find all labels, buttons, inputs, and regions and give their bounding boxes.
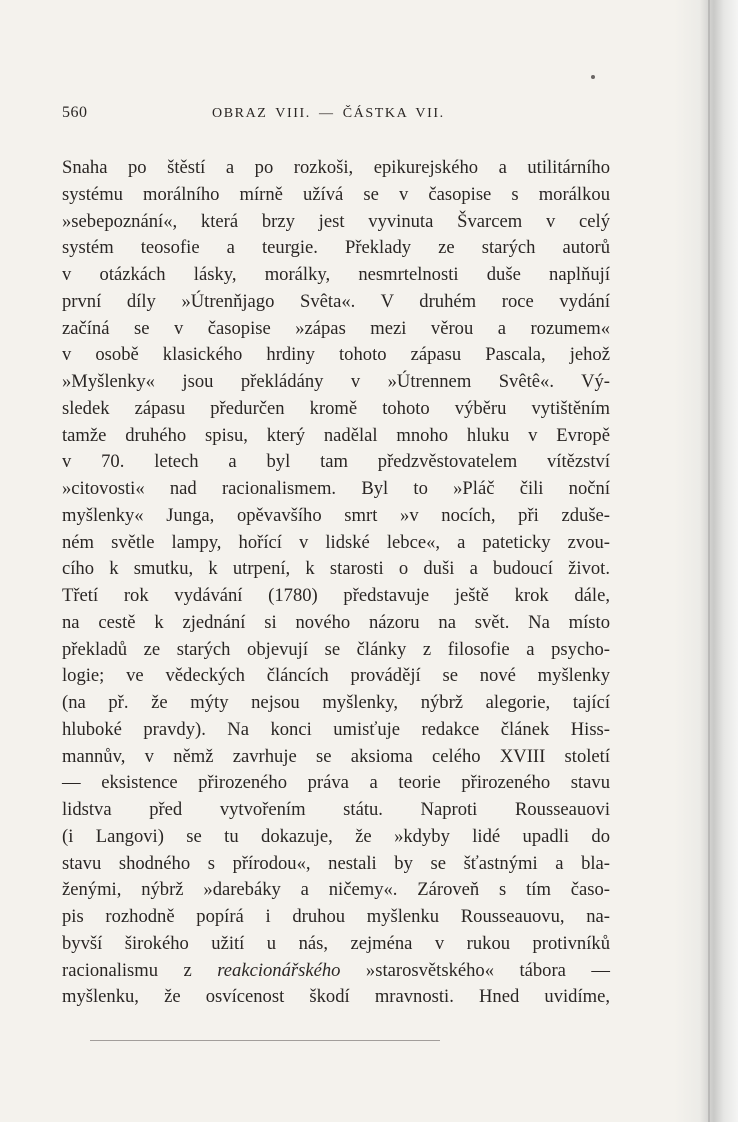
text-line: Snaha po štěstí a po rozkoši, epikurejského a utilitárního bbox=[62, 157, 610, 178]
text-line: lidstva před vytvořením státu. Naproti Rousseauovi bbox=[62, 799, 610, 820]
text-line: na cestě k zjednání si nového názoru na svět. Na místo bbox=[62, 611, 610, 633]
page-gutter bbox=[674, 0, 738, 1122]
text-line: v osobě klasického hrdiny tohoto zápasu Pascala, jehož bbox=[62, 344, 610, 366]
text-line: pis rozhodně popírá i druhou myšlenku Rousseauovu, na- bbox=[62, 906, 610, 927]
chapter-heading: OBRAZ VIII. — ČÁSTKA VII. bbox=[212, 106, 445, 121]
text-segment: »starosvětského« tábora — bbox=[340, 959, 610, 981]
text-line: myšlenky« Junga, opěvavšího smrt »v nocích, při zduše- bbox=[62, 504, 610, 526]
text-line: (na př. že mýty nejsou myšlenky, nýbrž alegorie, tající bbox=[62, 692, 610, 713]
text-line: sledek zápasu předurčen kromě tohoto výběru vytištěním bbox=[62, 397, 610, 419]
text-line: překladů ze starých objevují se články z filosofie a psycho- bbox=[62, 638, 610, 660]
text-line: tamže druhého spisu, který nadělal mnoho hluku v Evropě bbox=[62, 424, 610, 446]
pencil-underline bbox=[90, 1040, 440, 1041]
text-line: »Myšlenky« jsou překládány v »Útrennem Svêtê«. Vý- bbox=[62, 371, 610, 392]
text-line: myšlenku, že osvícenost škodí mravnosti. Hned uvidíme, bbox=[62, 986, 610, 1008]
text-line: »citovosti« nad racionalismem. Byl to »Pláč čili noční bbox=[62, 478, 610, 499]
text-line: cího k smutku, k utrpení, k starosti o duši a budoucí život. bbox=[62, 558, 610, 580]
text-line: Třetí rok vydávání (1780) představuje ještě krok dále, bbox=[62, 585, 610, 606]
text-line: stavu shodného s přírodou«, nestali by se šťastnými a bla- bbox=[62, 852, 610, 874]
text-line: byvší širokého užití u nás, zejména v rukou protivníků bbox=[62, 932, 610, 954]
text-line: ženými, nýbrž »darebáky a ničemy«. Zároveň s tím časo- bbox=[62, 879, 610, 901]
page-number: 560 bbox=[62, 104, 88, 121]
text-line-with-italic bbox=[62, 958, 610, 985]
text-line: mannův, v němž zavrhuje se aksioma celého XVIII století bbox=[62, 745, 610, 767]
text-line: — eksistence přirozeného práva a teorie přirozeného stavu bbox=[62, 772, 610, 794]
text-line: první díly »Útrenňjago Svêta«. V druhém roce vydání bbox=[62, 290, 610, 312]
running-header bbox=[62, 104, 632, 128]
text-line: ném světle lampy, hořící v lidské lebce«, a pateticky zvou- bbox=[62, 531, 610, 553]
body-paragraph bbox=[62, 155, 610, 1011]
text-line: v 70. letech a byl tam předzvěstovatelem vítězství bbox=[62, 451, 610, 473]
text-line: logie; ve vědeckých článcích provádějí se nové myšlenky bbox=[62, 665, 610, 687]
italic-word: reakcionářského bbox=[217, 959, 341, 981]
text-line: (i Langovi) se tu dokazuje, že »kdyby lidé upadli do bbox=[62, 825, 610, 847]
text-line: »sebepoznání«, která brzy jest vyvinuta Švarcem v celý bbox=[62, 210, 610, 232]
binding-fold bbox=[708, 0, 710, 1122]
text-line: začíná se v časopise »zápas mezi věrou a rozumem« bbox=[62, 317, 610, 339]
text-line: systém teosofie a teurgie. Překlady ze starých autorů bbox=[62, 237, 610, 259]
text-line: systému morálního mírně užívá se v časopise s morálkou bbox=[62, 183, 610, 205]
text-line: v otázkách lásky, morálky, nesmrtelnosti duše naplňují bbox=[62, 264, 610, 285]
ink-dot bbox=[591, 75, 595, 79]
text-line: hluboké pravdy). Na konci umisťuje redakce článek Hiss- bbox=[62, 718, 610, 740]
text-segment: racionalismu z bbox=[62, 959, 218, 981]
